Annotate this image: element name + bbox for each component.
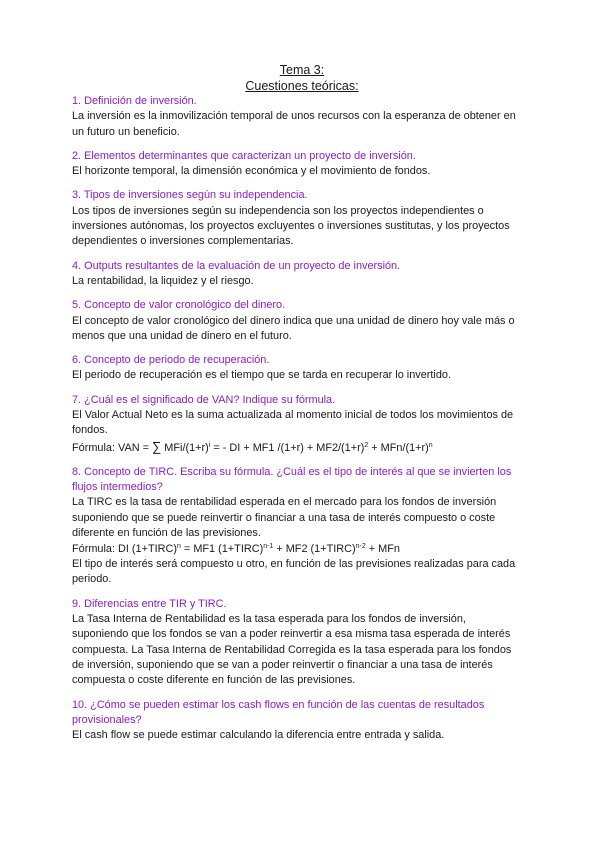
question-6: 6. Concepto de periodo de recuperación. bbox=[72, 354, 270, 367]
answer-line: El horizonte temporal, la dimensión económica y el movimiento de fondos. bbox=[72, 165, 431, 178]
answer-line: de inversión, suponiendo que se van a poder reinvertir o financiar a una tasa de interés bbox=[72, 658, 493, 671]
answer-line: La inversión es la inmovilización temporal de unos recursos con la esperanza de obtener en bbox=[72, 110, 516, 123]
answer-line: periodo. bbox=[72, 573, 112, 586]
question-3: 3. Tipos de inversiones según su independencia. bbox=[72, 189, 308, 202]
answer-line: dependientes o inversiones complementarias. bbox=[72, 235, 294, 248]
section-10 bbox=[72, 698, 532, 744]
question-5: 5. Concepto de valor cronológico del dinero. bbox=[72, 299, 286, 312]
answer-line: suponiendo que los fondos se van a poder reinvertir a esa misma tasa esperada de interés bbox=[72, 628, 511, 641]
document-subtitle: Cuestiones teóricas: bbox=[245, 78, 359, 93]
answer-line: Los tipos de inversiones según su independencia son los proyectos independientes o bbox=[72, 204, 484, 217]
tirc-formula: Fórmula: DI (1+TIRC)$^n$ = MF1 (1+TIRC)$^{n-1}$ + MF2 (1+TIRC)$^{n-2}$ + MFn bbox=[72, 543, 400, 556]
answer-line: El periodo de recuperación es el tiempo que se tarda en recuperar lo invertido. bbox=[72, 369, 451, 382]
answer-line: suponiendo que se puede reinvertir o financiar a una tasa de interés compuesto o coste bbox=[72, 511, 496, 524]
question-1: 1. Definición de inversión. bbox=[72, 95, 197, 107]
answer-line: diferente en función de las previsiones. bbox=[72, 526, 261, 539]
question-8-line: flujos intermedios? bbox=[72, 480, 163, 493]
answer-line: fondos. bbox=[72, 424, 108, 437]
answer-line: La rentabilidad, la liquidez y el riesgo. bbox=[72, 274, 254, 287]
document-page bbox=[72, 63, 532, 743]
question-9: 9. Diferencias entre TIR y TIRC. bbox=[72, 597, 227, 610]
answer-line: El cash flow se puede estimar calculando la diferencia entre entrada y salida. bbox=[72, 729, 445, 742]
section-7 bbox=[72, 393, 532, 456]
answer-line: La Tasa Interna de Rentabilidad es la tasa esperada para los fondos de inversión, bbox=[72, 613, 466, 626]
section-4 bbox=[72, 259, 532, 290]
answer-line: compuesta. La Tasa Interna de Rentabilidad Corregida es la tasa esperada para los fondos bbox=[72, 643, 512, 656]
question-8-line: 8. Concepto de TIRC. Escriba su fórmula. ¿Cuál es el tipo de interés al que se invierten los bbox=[72, 465, 512, 478]
answer-line: un futuro un beneficio. bbox=[72, 125, 180, 138]
question-10-line: 10. ¿Cómo se pueden estimar los cash flows en función de las cuentas de resultados bbox=[72, 698, 485, 711]
question-2: 2. Elementos determinantes que caracterizan un proyecto de inversión. bbox=[72, 149, 416, 162]
question-4: 4. Outputs resultantes de la evaluación de un proyecto de inversión. bbox=[72, 259, 401, 272]
section-1 bbox=[72, 94, 532, 140]
section-2 bbox=[72, 149, 532, 180]
question-10-line: provisionales? bbox=[72, 713, 142, 726]
document-title: Tema 3: bbox=[279, 63, 325, 77]
section-3 bbox=[72, 188, 532, 249]
answer-line: menos que una unidad de dinero en el futuro. bbox=[72, 329, 292, 342]
answer-line: El concepto de valor cronológico del dinero indica que una unidad de dinero hoy vale más o bbox=[72, 314, 515, 327]
answer-line: El Valor Actual Neto es la suma actualizada al momento inicial de todos los movimientos de bbox=[72, 409, 514, 422]
section-9 bbox=[72, 597, 532, 689]
section-6 bbox=[72, 353, 532, 384]
question-7: 7. ¿Cuál es el significado de VAN? Indique su fórmula. bbox=[72, 393, 336, 406]
section-8 bbox=[72, 465, 532, 588]
section-5 bbox=[72, 298, 532, 344]
answer-line: compuesta o coste diferente en función de las previsiones. bbox=[72, 674, 356, 687]
answer-line: La TIRC es la tasa de rentabilidad esperada en el mercado para los fondos de inversión bbox=[72, 496, 497, 509]
answer-line: El tipo de interés será compuesto u otro, en función de las previsiones realizadas para cada bbox=[72, 558, 516, 571]
answer-line: inversiones autónomas, los proyectos excluyentes o inversiones sustitutas, y los proyectos bbox=[72, 220, 510, 233]
van-formula: Fórmula: VAN = ∑ MFi/$(1+r)^i$ = - DI + MF1 $/(1+r) + MF2/(1+r)^2 + MFn/(1+r)^n$ bbox=[72, 438, 433, 454]
